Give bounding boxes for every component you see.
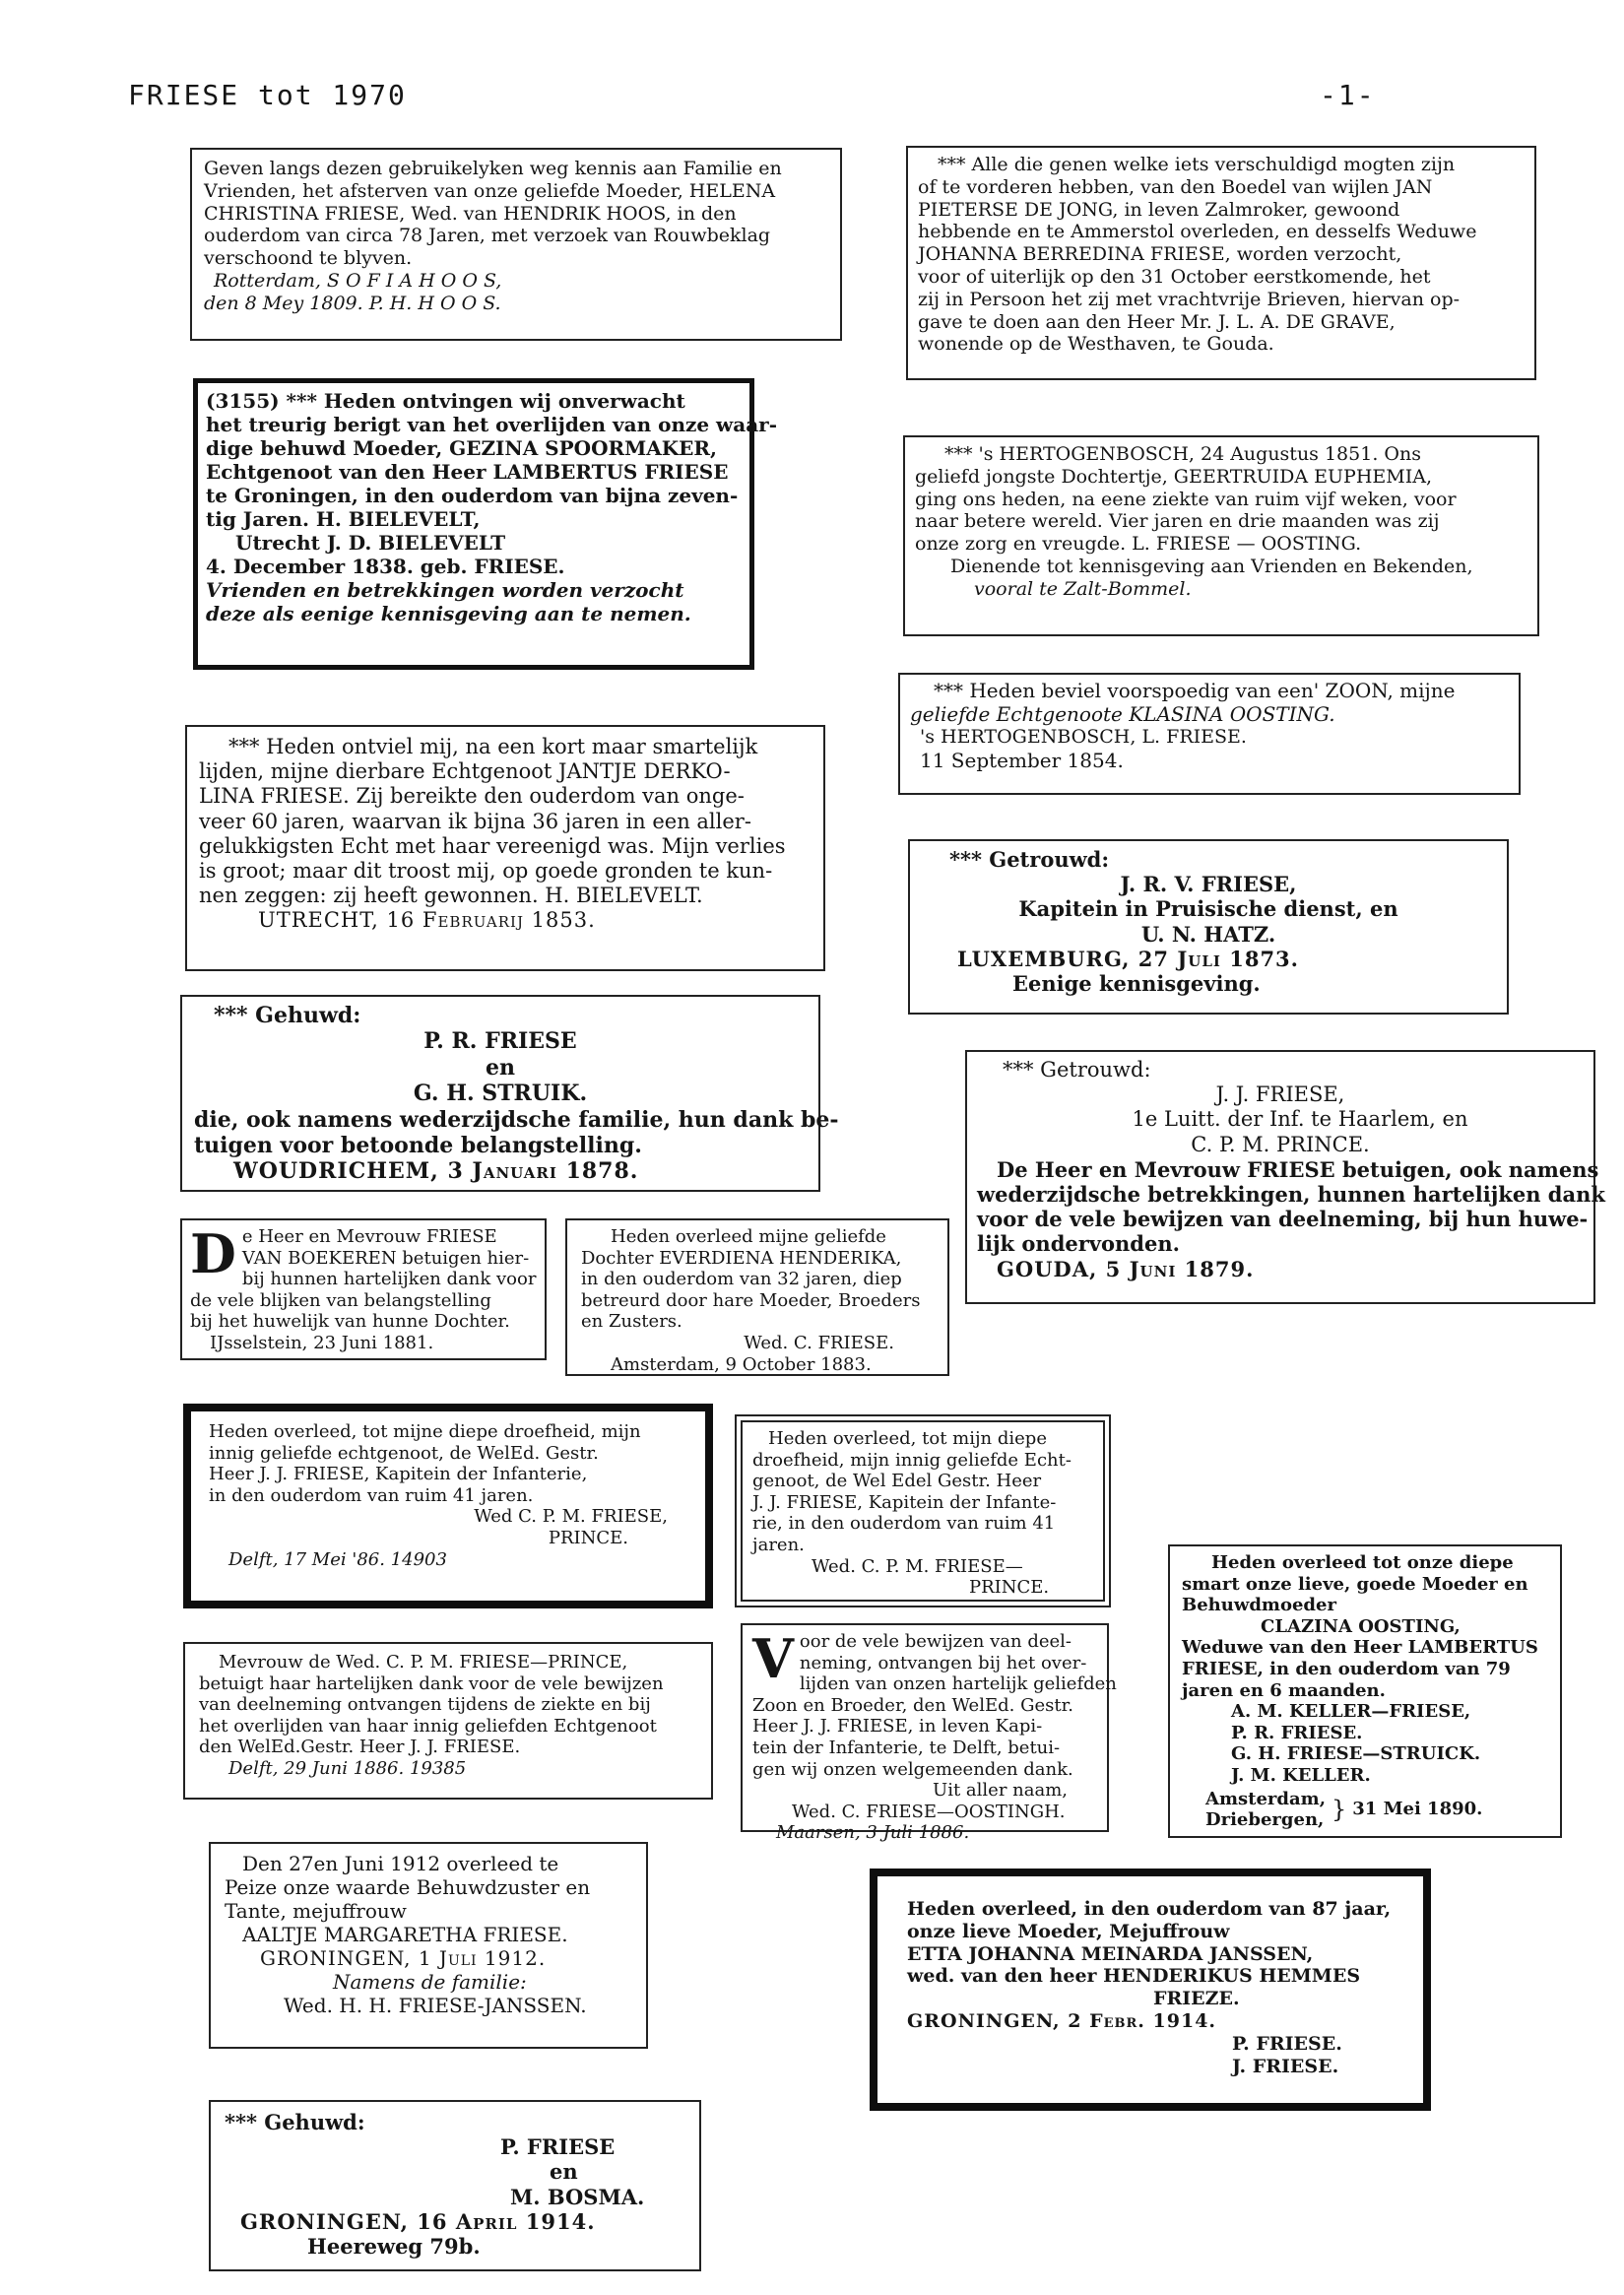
- notice-line: J. J. FRIESE,: [1215, 1082, 1345, 1107]
- notice-oostingh-1886: [741, 1623, 1117, 1844]
- drop-cap: D: [190, 1222, 236, 1285]
- notice-line: Heden overleed mijne geliefde: [611, 1226, 886, 1247]
- notice-line: GOUDA, 5 Juni 1879.: [997, 1256, 1255, 1281]
- notice-line: jaren.: [752, 1534, 805, 1555]
- notice-line: Rotterdam, S O F I A H O O S,: [214, 269, 502, 292]
- notice-line: U. N. HATZ.: [1140, 921, 1276, 947]
- notice-line: de vele blijken van belangstelling: [190, 1289, 491, 1311]
- notice-line: (3155) *** Heden ontvingen wij onverwacht: [206, 389, 685, 413]
- notice-line: AALTJE MARGARETHA FRIESE.: [242, 1923, 568, 1946]
- notice-line: tig Jaren. H. BIELEVELT,: [206, 507, 481, 531]
- notice-line: Den 27en Juni 1912 overleed te: [242, 1852, 559, 1875]
- notice-line: Maarsen, 3 Juli 1886.: [776, 1822, 970, 1844]
- notice-line: den 8 Mey 1809. P. H. H O O S.: [204, 292, 501, 314]
- notice-line: *** Heden ontviel mij, na een kort maar smartelijk: [228, 735, 758, 758]
- notice-friese-prince-1879: [965, 1050, 1605, 1304]
- notice-line: betuigt haar hartelijken dank voor de vele bewijzen: [199, 1672, 664, 1694]
- notice-friese-prince-1886-narrow: [741, 1420, 1105, 1602]
- page-header-right: -1-: [1320, 79, 1376, 111]
- notice-line: neming, ontvangen bij het over-: [799, 1652, 1087, 1673]
- notice-friese-van-boekeren-1881: [180, 1218, 547, 1360]
- notice-line: voor of uiterlijk op den 31 October eerstkomende, het: [918, 265, 1431, 288]
- notice-line: Namens de familie:: [333, 1970, 527, 1994]
- notice-line: M. BOSMA.: [510, 2184, 645, 2209]
- notice-line: WOUDRICHEM, 3 Januari 1878.: [233, 1158, 639, 1185]
- notice-line: J. R. V. FRIESE,: [1120, 872, 1297, 897]
- notice-line: lijden, mijne dierbare Echtgenoot JANTJE DERKO-: [199, 759, 731, 784]
- notice-line: P. FRIESE.: [1232, 2032, 1342, 2055]
- notice-line: PRINCE.: [548, 1527, 628, 1548]
- notice-line: GRONINGEN, 2 Febr. 1914.: [907, 2009, 1217, 2032]
- notice-line: Heereweg 79b.: [307, 2233, 481, 2259]
- notice-line: Vrienden en betrekkingen worden verzocht: [206, 578, 684, 602]
- notice-line: VAN BOEKEREN betuigen hier-: [241, 1247, 530, 1269]
- notice-line: nen zeggen: zij heeft gewonnen. H. BIELEVELT.: [199, 884, 703, 908]
- notice-de-jong-gouda: [906, 146, 1536, 380]
- notice-line: Driebergen,: [1205, 1809, 1325, 1831]
- notice-line: lijk ondervonden.: [977, 1231, 1180, 1257]
- notice-line: 4. December 1838. geb. FRIESE.: [206, 555, 565, 578]
- notice-line: Wed C. P. M. FRIESE,: [474, 1506, 668, 1528]
- notice-line: wonende op de Westhaven, te Gouda.: [918, 333, 1274, 356]
- notice-line: ETTA JOHANNA MEINARDA JANSSEN,: [907, 1942, 1314, 1965]
- notice-bosma-1914: [209, 2100, 701, 2271]
- notice-line: bij het huwelijk van hunne Dochter.: [190, 1311, 510, 1333]
- notice-line: 31 Mei 1890.: [1352, 1799, 1483, 1820]
- notice-line: P. R. FRIESE: [423, 1028, 577, 1055]
- notice-line: De Heer en Mevrouw FRIESE betuigen, ook namens: [997, 1156, 1599, 1182]
- notice-line: *** Gehuwd:: [225, 2110, 365, 2134]
- notice-line: LUXEMBURG, 27 Juli 1873.: [957, 946, 1299, 971]
- notice-line: en Zusters.: [581, 1311, 682, 1333]
- notice-line: en: [550, 2159, 578, 2185]
- notice-spoormaker-1838: [193, 378, 778, 670]
- notice-line: Heer J. J. FRIESE, in leven Kapi-: [752, 1716, 1043, 1738]
- notice-line: Heden overleed, tot mijne diepe droefheid, mijn: [209, 1421, 641, 1442]
- drop-cap: V: [752, 1627, 794, 1690]
- notice-line: Tante, mejuffrouw: [225, 1899, 407, 1923]
- notice-line: Wed. C. FRIESE—OOSTINGH.: [792, 1801, 1066, 1822]
- notice-etta-janssen-1914: [870, 1869, 1431, 2111]
- notice-line: den WelEd.Gestr. Heer J. J. FRIESE.: [199, 1737, 521, 1758]
- notice-hatz-1873: [908, 839, 1509, 1015]
- notice-clazina-oosting-1890: [1168, 1544, 1562, 1838]
- notice-line: Dienende tot kennisgeving aan Vrienden en Bekenden,: [950, 555, 1473, 577]
- notice-line: Utrecht J. D. BIELEVELT: [235, 531, 506, 555]
- notice-line: geliefde Echtgenoote KLASINA OOSTING.: [910, 702, 1335, 726]
- notice-line: voor de vele bewijzen van deelneming, bij hun huwe-: [977, 1207, 1589, 1232]
- notice-line: Heer J. J. FRIESE, Kapitein der Infanterie,: [209, 1464, 588, 1485]
- notice-line: die, ook namens wederzijdsche familie, hun dank be-: [194, 1106, 839, 1133]
- notice-line: e Heer en Mevrouw FRIESE: [241, 1226, 497, 1247]
- notice-line: *** Gehuwd:: [214, 1003, 361, 1028]
- notice-everdiena-1883: [565, 1218, 949, 1376]
- notice-line: verschoond te blyven.: [204, 247, 413, 270]
- notice-line: en: [486, 1054, 515, 1081]
- notice-line: A. M. KELLER—FRIESE,: [1231, 1701, 1471, 1723]
- notice-line: veer 60 jaren, waarvan ik bijna 36 jaren in een aller-: [199, 809, 751, 833]
- notice-struik-1878: [180, 995, 839, 1192]
- notice-line: ouderdom van circa 78 Jaren, met verzoek van Rouwbeklag: [204, 225, 771, 247]
- notice-line: Amsterdam, 9 October 1883.: [611, 1353, 872, 1375]
- notice-line: onze lieve Moeder, Mejuffrouw: [907, 1920, 1230, 1942]
- notice-line: betreurd door hare Moeder, Broeders: [581, 1289, 921, 1311]
- notice-line: gelukkigsten Echt met haar vereenigd was. Mijn verlies: [199, 833, 786, 858]
- notice-line: tuigen voor betoonde belangstelling.: [194, 1132, 642, 1158]
- notice-line: 11 September 1854.: [920, 748, 1124, 772]
- notice-line: PRINCE.: [969, 1577, 1050, 1599]
- notice-line: G. H. STRUIK.: [413, 1081, 588, 1107]
- notice-line: onze zorg en vreugde. L. FRIESE — OOSTING.: [915, 533, 1362, 556]
- notice-line: tein der Infanterie, te Delft, betui-: [752, 1737, 1061, 1758]
- notice-line: P. FRIESE: [500, 2134, 616, 2160]
- notice-line: Uit aller naam,: [933, 1780, 1068, 1802]
- notice-line: GRONINGEN, 1 Juli 1912.: [260, 1946, 547, 1970]
- notice-line: te Groningen, in den ouderdom van bijna zeven-: [206, 484, 739, 507]
- notice-line: Peize onze waarde Behuwdzuster en: [225, 1875, 591, 1899]
- notice-line: droefheid, mijn innig geliefde Echt-: [752, 1449, 1072, 1471]
- notice-friese-prince-1886-death: [183, 1404, 713, 1608]
- notice-line: gave te doen aan den Heer Mr. J. L. A. DE GRAVE,: [918, 310, 1396, 333]
- notice-line: het overlijden van haar innig geliefden Echtgenoot: [199, 1715, 657, 1737]
- notice-line: Mevrouw de Wed. C. P. M. FRIESE—PRINCE,: [219, 1652, 628, 1672]
- notice-line: 's HERTOGENBOSCH, L. FRIESE.: [920, 726, 1247, 748]
- notice-line: *** 's HERTOGENBOSCH, 24 Augustus 1851. Ons: [944, 443, 1421, 465]
- notice-line: lijden van onzen hartelijk geliefden: [799, 1673, 1117, 1695]
- notice-line: J. FRIESE.: [1232, 2055, 1339, 2077]
- notice-line: jaren en 6 maanden.: [1182, 1679, 1386, 1701]
- notice-line: het treurig berigt van het overlijden van onze waar-: [206, 413, 778, 436]
- notice-line: Eenige kennisgeving.: [1012, 970, 1261, 996]
- notice-line: Zoon en Broeder, den WelEd. Gestr.: [752, 1694, 1073, 1716]
- notice-line: vooral te Zalt-Bommel.: [974, 577, 1192, 600]
- notice-line: oor de vele bewijzen van deel-: [799, 1631, 1072, 1652]
- notice-line: Behuwdmoeder: [1182, 1595, 1336, 1616]
- notice-line: UTRECHT, 16 Februarij 1853.: [258, 908, 596, 933]
- notice-line: JOHANNA BERREDINA FRIESE, worden verzocht,: [918, 243, 1402, 266]
- notice-bielevelt-1853: [185, 725, 825, 971]
- notice-line: smart onze lieve, goede Moeder en: [1182, 1573, 1528, 1595]
- notice-line: Echtgenoot van den Heer LAMBERTUS FRIESE: [206, 460, 729, 484]
- notice-line: van deelneming ontvangen tijdens de ziekte en bij: [199, 1694, 651, 1716]
- notice-line: wederzijdsche betrekkingen, hunnen hartelijken dank: [977, 1181, 1605, 1207]
- notice-line: LINA FRIESE. Zij bereikte den ouderdom van onge-: [199, 784, 745, 809]
- notice-line: in den ouderdom van ruim 41 jaren.: [209, 1484, 534, 1506]
- notice-line: Heden overleed tot onze diepe: [1211, 1552, 1514, 1573]
- notice-line: deze als eenige kennisgeving aan te nemen.: [206, 602, 691, 625]
- notice-line: *** Alle die genen welke iets verschuldigd mogten zijn: [938, 154, 1456, 175]
- notice-line: IJsselstein, 23 Juni 1881.: [210, 1332, 434, 1353]
- brace: }: [1331, 1796, 1347, 1824]
- notice-line: P. R. FRIESE.: [1231, 1722, 1363, 1743]
- notice-line: C. P. M. PRINCE.: [1191, 1132, 1370, 1156]
- notice-line: of te vorderen hebben, van den Boedel van wijlen JAN: [918, 175, 1433, 198]
- notice-line: *** Heden beviel voorspoedig van een' ZOON, mijne: [934, 679, 1456, 702]
- notice-line: FRIESE, in den ouderdom van 79: [1182, 1658, 1511, 1679]
- notice-line: Dochter EVERDIENA HENDERIKA,: [581, 1247, 902, 1269]
- notice-line: Weduwe van den Heer LAMBERTUS: [1182, 1637, 1538, 1659]
- notice-line: geliefd jongste Dochtertje, GEERTRUIDA EUPHEMIA,: [915, 465, 1433, 488]
- notice-friese-prince-1886-thanks: [183, 1642, 713, 1800]
- notice-line: gen wij onzen welgemeenden dank.: [752, 1758, 1073, 1780]
- notice-line: Wed. H. H. FRIESE-JANSSEN.: [284, 1994, 587, 2017]
- notice-line: Heden overleed, tot mijn diepe: [768, 1428, 1047, 1449]
- notice-line: *** Getrouwd:: [949, 847, 1110, 872]
- notice-line: G. H. FRIESE—STRUICK.: [1231, 1743, 1481, 1765]
- notice-klasina-oosting-1854: [898, 673, 1521, 795]
- notice-line: Kapitein in Pruisische dienst, en: [1018, 896, 1398, 922]
- notice-line: *** Getrouwd:: [1003, 1058, 1151, 1082]
- notice-line: Amsterdam,: [1205, 1788, 1326, 1809]
- notice-line: dige behuwd Moeder, GEZINA SPOORMAKER,: [206, 436, 717, 460]
- notice-line: Delft, 17 Mei '86. 14903: [228, 1548, 447, 1570]
- notice-line: innig geliefde echtgenoot, de WelEd. Gestr.: [209, 1442, 599, 1464]
- notice-line: CLAZINA OOSTING,: [1261, 1615, 1461, 1637]
- notice-line: Wed. C. FRIESE.: [744, 1332, 894, 1353]
- notice-line: J. J. FRIESE, Kapitein der Infante-: [752, 1491, 1057, 1513]
- notice-line: GRONINGEN, 16 April 1914.: [240, 2208, 596, 2234]
- notice-line: J. M. KELLER.: [1231, 1764, 1371, 1786]
- notice-line: CHRISTINA FRIESE, Wed. van HENDRIK HOOS, in den: [204, 202, 737, 225]
- notice-hoos-1809: [190, 148, 842, 341]
- notice-line: Vrienden, het afsterven van onze geliefde Moeder, HELENA: [204, 179, 776, 202]
- notice-line: Delft, 29 Juni 1886. 19385: [228, 1757, 467, 1779]
- notice-line: Wed. C. P. M. FRIESE—: [812, 1555, 1023, 1577]
- notice-line: Heden overleed, in den ouderdom van 87 jaar,: [907, 1898, 1392, 1920]
- notice-aaltje-1912: [209, 1842, 648, 2049]
- notice-line: naar betere wereld. Vier jaren en drie maanden was zij: [915, 510, 1440, 533]
- notice-line: wed. van den heer HENDERIKUS HEMMES: [907, 1965, 1361, 1988]
- notice-line: is groot; maar dit troost mij, op goede gronden te kun-: [199, 858, 773, 883]
- notice-line: bij hunnen hartelijken dank voor: [241, 1269, 537, 1290]
- notice-line: hebbende en te Ammerstol overleden, en desselfs Weduwe: [918, 221, 1477, 243]
- notice-line: in den ouderdom van 32 jaren, diep: [581, 1269, 902, 1290]
- notice-hertogenbosch-1851: [903, 435, 1539, 636]
- notice-line: genoot, de Wel Edel Gestr. Heer: [752, 1471, 1042, 1492]
- notice-line: zij in Persoon het zij met vrachtvrije Brieven, hiervan op-: [918, 288, 1461, 310]
- notice-line: 1e Luitt. der Inf. te Haarlem, en: [1132, 1107, 1468, 1132]
- page-header-left: FRIESE tot 1970: [128, 79, 407, 111]
- notice-line: Geven langs dezen gebruikelyken weg kennis aan Familie en: [204, 158, 782, 179]
- notice-line: ging ons heden, na eene ziekte van ruim vijf weken, voor: [915, 488, 1457, 510]
- notice-line: rie, in den ouderdom van ruim 41: [752, 1513, 1056, 1535]
- notice-line: PIETERSE DE JONG, in leven Zalmroker, gewoond: [918, 198, 1400, 221]
- notice-line: FRIEZE.: [1153, 1988, 1240, 2010]
